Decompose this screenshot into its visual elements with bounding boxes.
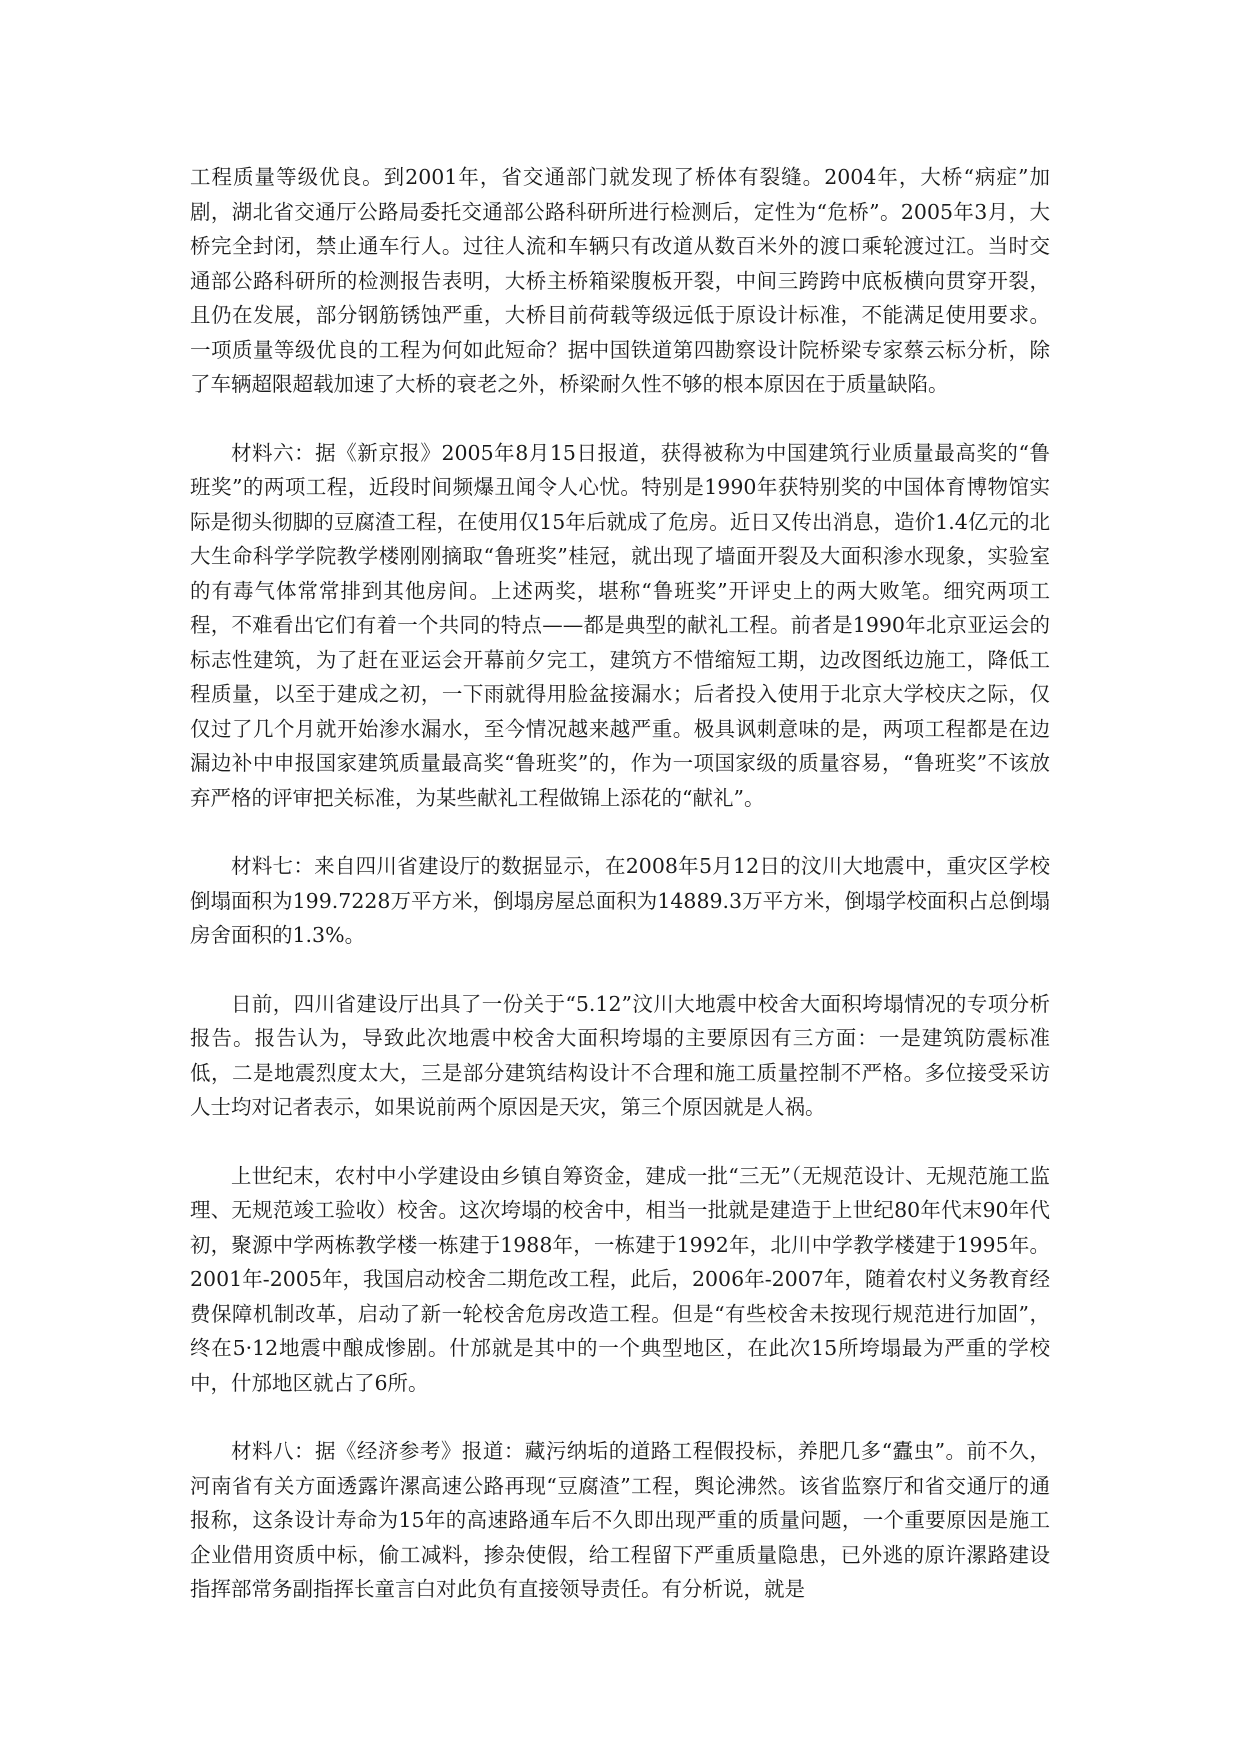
document-page <box>190 160 1050 1641</box>
paragraph-rural-schools: 上世纪末，农村中小学建设由乡镇自筹资金，建成一批“三无”（无规范设计、无规范施工监理、无规范竣工验收）校舍。这次垮塌的校舍中，相当一批就是建造于上世纪80年代末90年代初，聚源中学两栋教学楼一栋建于1988年，一栋建于1992年，北川中学教学楼建于1995年。2001年-2005年，我国启动校舍二期危改工程，此后，2006年-2007年，随着农村义务教育经费保障机制改革，启动了新一轮校舍危房改造工程。但是“有些校舍未按现行规范进行加固”，终在5·12地震中酿成惨剧。什邡就是其中的一个典型地区，在此次15所垮塌最为严重的学校中，什邡地区就占了6所。 <box>190 1163 1050 1395</box>
paragraph-sichuan-report: 日前，四川省建设厅出具了一份关于“5.12”汶川大地震中校舍大面积垮塌情况的专项分析报告。报告认为，导致此次地震中校舍大面积垮塌的主要原因有三方面：一是建筑防震标准低，二是地震烈度太大，三是部分建筑结构设计不合理和施工质量控制不严格。多位接受采访人士均对记者表示，如果说前两个原因是天灾，第三个原因就是人祸。 <box>190 991 1050 1119</box>
paragraph-material-six: 材料六：据《新京报》2005年8月15日报道，获得被称为中国建筑行业质量最高奖的“鲁班奖”的两项工程，近段时间频爆丑闻令人心忧。特别是1990年获特别奖的中国体育博物馆实际是彻头彻脚的豆腐渣工程，在使用仅15年后就成了危房。近日又传出消息，造价1.4亿元的北大生命科学学院教学楼刚刚摘取“鲁班奖”桂冠，就出现了墙面开裂及大面积渗水现象，实验室的有毒气体常常排到其他房间。上述两奖，堪称“鲁班奖”开评史上的两大败笔。细究两项工程，不难看出它们有着一个共同的特点——都是典型的献礼工程。前者是1990年北京亚运会的标志性建筑，为了赶在亚运会开幕前夕完工，建筑方不惜缩短工期，边改图纸边施工，降低工程质量，以至于建成之初，一下雨就得用脸盆接漏水；后者投入使用于北京大学校庆之际，仅仅过了几个月就开始渗水漏水，至今情况越来越严重。极具讽刺意味的是，两项工程都是在边漏边补中申报国家建筑质量最高奖“鲁班奖”的，作为一项国家级的质量容易，“鲁班奖”不该放弃严格的评审把关标准，为某些献礼工程做锦上添花的“献礼”。 <box>190 440 1050 810</box>
paragraph-bridge-continuation: 工程质量等级优良。到2001年，省交通部门就发现了桥体有裂缝。2004年，大桥“病症”加剧，湖北省交通厅公路局委托交通部公路科研所进行检测后，定性为“危桥”。2005年3月，大桥完全封闭，禁止通车行人。过往人流和车辆只有改道从数百米外的渡口乘轮渡过江。当时交通部公路科研所的检测报告表明，大桥主桥箱梁腹板开裂，中间三跨跨中底板横向贯穿开裂，且仍在发展，部分钢筋锈蚀严重，大桥目前荷载等级远低于原设计标准，不能满足使用要求。一项质量等级优良的工程为何如此短命？据中国铁道第四勘察设计院桥梁专家蔡云标分析，除了车辆超限超载加速了大桥的衰老之外，桥梁耐久性不够的根本原因在于质量缺陷。 <box>190 165 1050 396</box>
paragraph-material-eight: 材料八：据《经济参考》报道：藏污纳垢的道路工程假投标，养肥几多“蠹虫”。前不久，河南省有关方面透露许漯高速公路再现“豆腐渣”工程，舆论沸然。该省监察厅和省交通厅的通报称，这条设计寿命为15年的高速路通车后不久即出现严重的质量问题，一个重要原因是施工企业借用资质中标，偷工减料，掺杂使假，给工程留下严重质量隐患，已外逃的原许漯路建设指挥部常务副指挥长童言白对此负有直接领导责任。有分析说，就是 <box>190 1439 1050 1601</box>
paragraph-material-seven: 材料七：来自四川省建设厅的数据显示，在2008年5月12日的汶川大地震中，重灾区学校倒塌面积为199.7228万平方米，倒塌房屋总面积为14889.3万平方米，倒塌学校面积占总倒塌房舍面积的1.3%。 <box>190 854 1050 947</box>
